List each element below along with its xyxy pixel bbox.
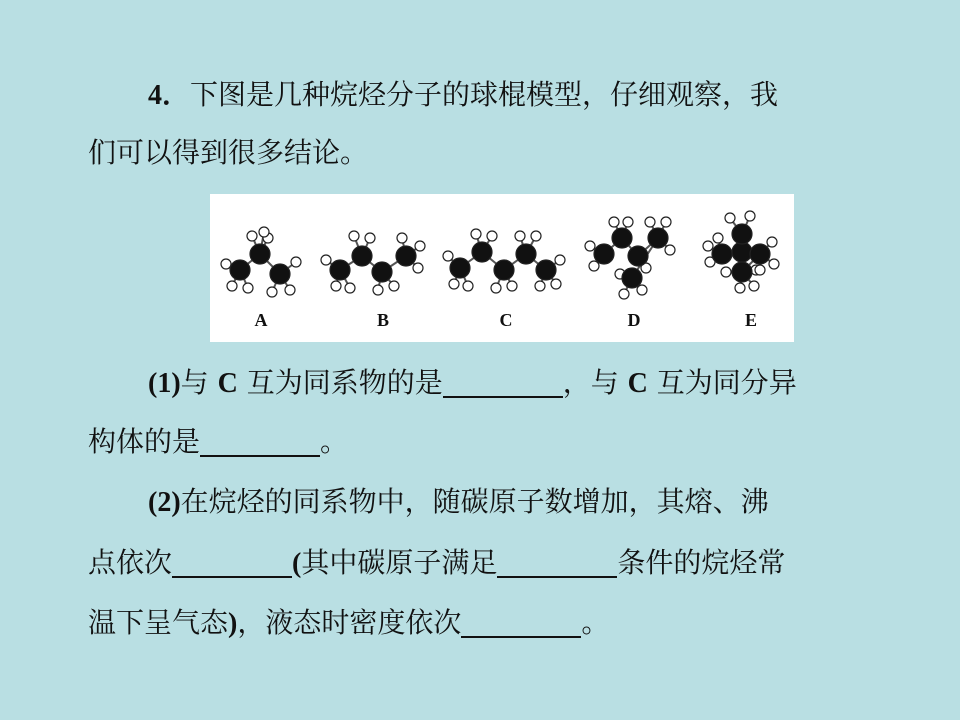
hydrogen-atom	[769, 259, 779, 269]
carbon-atom	[230, 260, 250, 280]
question-intro-line1	[148, 78, 928, 113]
hydrogen-atom	[243, 283, 253, 293]
part2-line2-c: 其中碳原子满足	[301, 546, 498, 579]
part2-line2	[88, 546, 868, 581]
label-c: C	[499, 310, 513, 330]
hydrogen-atom	[637, 285, 647, 295]
hydrogen-atom	[345, 283, 355, 293]
hydrogen-atom	[443, 251, 453, 261]
part1-text-d: 互为同分异	[647, 366, 797, 399]
part2-line2-a: 点依次	[88, 546, 173, 579]
question-intro-line2	[88, 136, 868, 170]
hydrogen-atom	[721, 267, 731, 277]
part1-c2: C	[627, 368, 648, 399]
carbon-atom	[536, 260, 556, 280]
hydrogen-atom	[449, 279, 459, 289]
hydrogen-atom	[515, 231, 525, 241]
part2-paren-open: (	[292, 548, 302, 579]
carbon-atom	[622, 268, 642, 288]
hydrogen-atom	[247, 231, 257, 241]
hydrogen-atom	[389, 281, 399, 291]
hydrogen-atom	[365, 233, 375, 243]
carbon-atom	[628, 246, 648, 266]
part1-line2	[88, 425, 868, 459]
carbon-atom	[330, 260, 350, 280]
part1-line1	[148, 366, 928, 401]
hydrogen-atom	[471, 229, 481, 239]
intro-text-1: 下图是几种烷烃分子的球棍模型，仔细观察，我	[190, 78, 779, 111]
carbon-atom	[396, 246, 416, 266]
part2-number: (2)	[148, 487, 181, 518]
hydrogen-atom	[491, 283, 501, 293]
hydrogen-atom	[703, 241, 713, 251]
carbon-atom	[494, 260, 514, 280]
part2-line3-c: ，液态时密度依次	[237, 606, 462, 639]
hydrogen-atom	[415, 241, 425, 251]
hydrogen-atom	[665, 245, 675, 255]
answer-blank-3[interactable]	[172, 550, 292, 578]
hydrogen-atom	[373, 285, 383, 295]
hydrogen-atom	[713, 233, 723, 243]
hydrogen-atom	[725, 213, 735, 223]
carbon-atom	[732, 224, 752, 244]
intro-text-2: 们可以得到很多结论。	[88, 136, 369, 169]
part2-line1	[148, 485, 928, 520]
label-d: D	[627, 310, 641, 330]
part1-number: (1)	[148, 368, 181, 399]
label-e: E	[744, 310, 757, 330]
question-number: 4．	[148, 80, 191, 111]
hydrogen-atom	[259, 227, 269, 237]
part2-line3-a: 温下呈气态	[88, 606, 229, 639]
answer-blank-4[interactable]	[497, 550, 617, 578]
hydrogen-atom	[227, 281, 237, 291]
answer-blank-5[interactable]	[461, 610, 581, 638]
hydrogen-atom	[609, 217, 619, 227]
carbon-atom	[372, 262, 392, 282]
carbon-atom	[270, 264, 290, 284]
hydrogen-atom	[619, 289, 629, 299]
hydrogen-atom	[623, 217, 633, 227]
hydrogen-atom	[767, 237, 777, 247]
carbon-atom	[612, 228, 632, 248]
hydrogen-atom	[349, 231, 359, 241]
hydrogen-atom	[755, 265, 765, 275]
hydrogen-atom	[267, 287, 277, 297]
part2-line1-text: 在烷烃的同系物中，随碳原子数增加，其熔、沸	[180, 485, 769, 518]
hydrogen-atom	[745, 211, 755, 221]
answer-blank-1[interactable]	[443, 370, 563, 398]
hydrogen-atom	[589, 261, 599, 271]
hydrogen-atom	[291, 257, 301, 267]
carbon-atom	[594, 244, 614, 264]
hydrogen-atom	[221, 259, 231, 269]
hydrogen-atom	[645, 217, 655, 227]
part2-line3	[88, 606, 868, 641]
part2-paren-close: )	[228, 608, 238, 639]
carbon-atom	[648, 228, 668, 248]
hydrogen-atom	[555, 255, 565, 265]
hydrogen-atom	[321, 255, 331, 265]
part2-line2-d: 条件的烷烃常	[617, 546, 786, 579]
hydrogen-atom	[397, 233, 407, 243]
carbon-atom	[516, 244, 536, 264]
hydrogen-atom	[749, 281, 759, 291]
hydrogen-atom	[331, 281, 341, 291]
answer-blank-2[interactable]	[200, 429, 320, 457]
hydrogen-atom	[535, 281, 545, 291]
hydrogen-atom	[507, 281, 517, 291]
carbon-atom	[450, 258, 470, 278]
carbon-atom	[250, 244, 270, 264]
part1-end: 。	[320, 425, 349, 458]
carbon-atom	[732, 242, 752, 262]
hydrogen-atom	[487, 231, 497, 241]
hydrogen-atom	[661, 217, 671, 227]
part1-c1: C	[217, 368, 238, 399]
carbon-atom	[750, 244, 770, 264]
part1-text-a: 与	[180, 366, 218, 399]
carbon-atom	[732, 262, 752, 282]
part1-text-c: ，与	[562, 366, 628, 399]
label-b: B	[376, 310, 389, 330]
part2-end: 。	[581, 606, 610, 639]
carbon-atom	[352, 246, 372, 266]
hydrogen-atom	[285, 285, 295, 295]
hydrogen-atom	[585, 241, 595, 251]
hydrogen-atom	[413, 263, 423, 273]
part1-text-b: 互为同系物的是	[237, 366, 443, 399]
hydrogen-atom	[551, 279, 561, 289]
carbon-atom	[472, 242, 492, 262]
hydrogen-atom	[531, 231, 541, 241]
hydrogen-atom	[735, 283, 745, 293]
hydrogen-atom	[463, 281, 473, 291]
part1-line2-text: 构体的是	[88, 425, 201, 458]
label-a: A	[254, 310, 268, 330]
carbon-atom	[712, 244, 732, 264]
